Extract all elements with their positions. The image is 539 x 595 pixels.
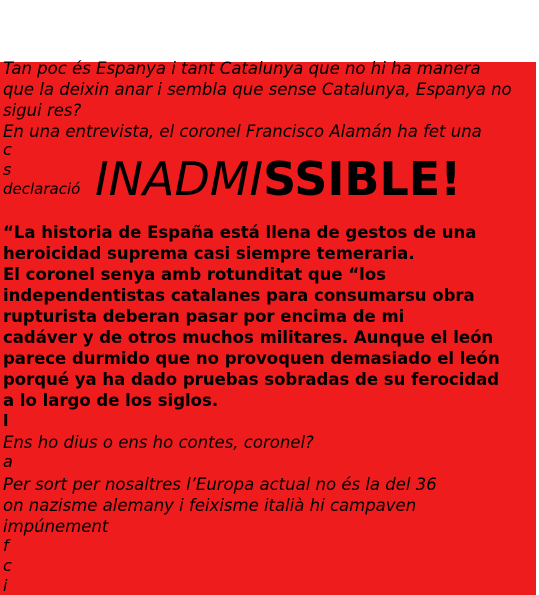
intro-line-1: Tan poc és Espanya i tant Catalunya que no hi ha manera <box>3 59 481 78</box>
declaracio-label: declaració <box>3 180 81 198</box>
quote-line-9: a lo largo de los siglos. <box>3 391 219 410</box>
stray-fragment-l: l <box>3 411 9 430</box>
quote-line-8: porqué ya ha dado pruebas sobradas de su ferocidad <box>3 370 500 389</box>
headline-part-bold: SSIBLE! <box>263 152 462 206</box>
quote-line-7: parece durmido que no provoquen demasiado el león <box>3 349 500 368</box>
stray-fragment-f: f <box>3 536 9 555</box>
stray-fragment-c2: c <box>3 556 12 575</box>
headline <box>95 152 461 206</box>
question-line: Ens ho dius o ens ho contes, coronel? <box>3 433 314 452</box>
stray-fragment-i: i <box>3 576 8 595</box>
quote-line-2: heroicidad suprema casi siempre temeraria. <box>3 244 415 263</box>
closing-line-2: on nazisme alemany i feixisme italià hi campaven <box>3 496 417 515</box>
intro-line-2: que la deixin anar i sembla que sense Catalunya, Espanya no <box>3 80 512 99</box>
closing-line-1: Per sort per nosaltres l’Europa actual no és la del 36 <box>3 475 437 494</box>
headline-part-italic: INADMI <box>95 152 264 206</box>
intro-line-3: sigui res? <box>3 101 82 120</box>
quote-line-5: rupturista deberan pasar por encima de mi <box>3 307 405 326</box>
stray-fragment-a: a <box>3 452 13 471</box>
closing-line-3: impúnement <box>3 517 109 536</box>
stray-fragment-c: c <box>3 140 12 159</box>
stray-fragment-s: s <box>3 160 12 179</box>
interview-line: En una entrevista, el coronel Francisco Alamán ha fet una <box>3 122 482 141</box>
quote-line-3: El coronel senya amb rotunditat que “los <box>3 265 386 284</box>
quote-line-4: independentistas catalanes para consumarsu obra <box>3 286 475 305</box>
quote-line-6: cadáver y de otros muchos militares. Aunque el león <box>3 328 494 347</box>
quote-line-1: “La historia de España está llena de gestos de una <box>3 223 477 242</box>
